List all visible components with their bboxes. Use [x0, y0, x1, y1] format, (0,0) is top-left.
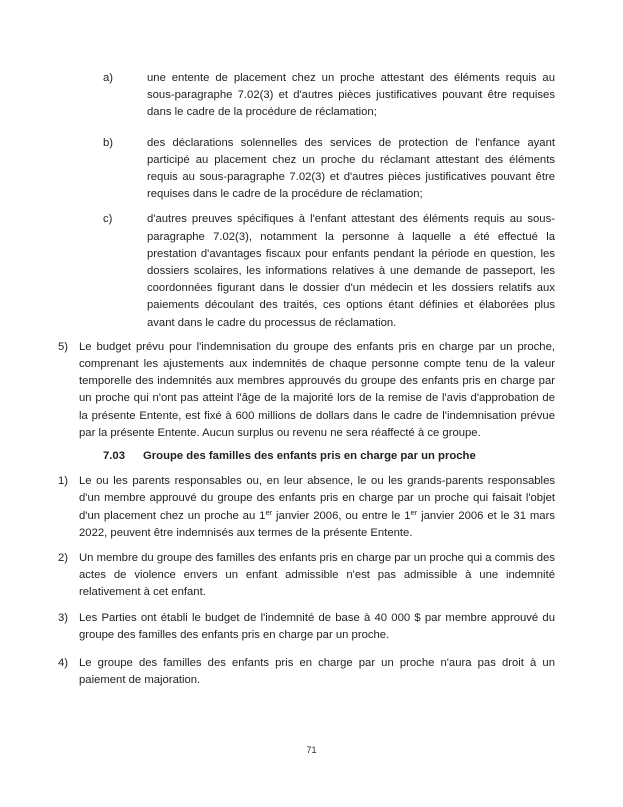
item-text: Le budget prévu pour l'indemnisation du groupe des enfants pris en charge par un proche, comprenant les ajustements aux indemnités de chaque personne compte tenu de la valeur temporelle des indemnités aux membres approuvés du groupe des enfants pris en charge par un proche qui n'ont pas atteint l'âge de la majorité lors de la remise de l'avis d'approbation de la présente Entente, est fixé à 600 millions de dollars dans le cadre de l'indemnisation prévue par la présente Entente. Aucun surplus ou revenu ne sera réaffecté à ce groupe.: [79, 340, 555, 439]
item-label: 4): [58, 657, 69, 670]
text-run: Le ou les parents responsables ou, en leur absence, le ou les grands-parents responsables d'un membre approuvé du groupe des enfants pris en charge par un proche qui faisait l'objet d'un placement chez un proche au 1: [79, 475, 555, 522]
item-label: 5): [58, 340, 69, 353]
item-label: 3): [58, 611, 69, 624]
page-number: 71: [306, 745, 317, 755]
item-label: a): [103, 72, 114, 84]
section-number: 7.03: [103, 450, 125, 463]
section-heading: [103, 448, 555, 465]
section-title: Groupe des familles des enfants pris en charge par un proche: [143, 450, 476, 463]
item-text: d'autres preuves spécifiques à l'enfant attestant des éléments requis au sous-paragraphe 7.02(3), notamment la personne à laquelle a été effectué la prestation d'avantages fiscaux pour enfants pendant la période en question, les dossiers scolaires, les informations relatives à une demande de passeport, les coordonnées figurant dans le dossier d'un médecin et les dossiers relatifs aux paiements découlant des traités, ces options étant définies et élaborées plus avant dans le cadre du processus de réclamation.: [147, 213, 555, 329]
list-item-5: [58, 339, 555, 442]
list-item-b: [103, 135, 555, 204]
item-text: une entente de placement chez un proche attestant des éléments requis au sous-paragraphe 7.02(3) et d'autres pièces justificatives pouvant être requises dans le cadre de la procédure de réclamation;: [147, 72, 555, 119]
list-item-4: [58, 655, 555, 689]
item-label: c): [103, 213, 113, 226]
item-text: Un membre du groupe des familles des enfants pris en charge par un proche qui a commis des actes de violence envers un enfant admissible n'est pas admissible à une indemnité relativement à cet enfant.: [79, 552, 555, 599]
item-text: Le groupe des familles des enfants pris en charge par un proche n'aura pas droit à un paiement de majoration.: [79, 657, 555, 687]
superscript-ordinal: er: [265, 508, 273, 518]
item-label: b): [103, 136, 114, 149]
list-item-a: [103, 70, 555, 122]
list-item-c: [103, 211, 555, 331]
text-run: janvier 2006, ou entre le 1: [272, 509, 411, 522]
list-item-3: [58, 610, 555, 644]
item-label: 2): [58, 552, 69, 565]
text-run: janvier 2006 et le 31 mars 2022, peuvent être indemnisés aux termes de la présente Entente.: [79, 509, 555, 539]
item-label: 1): [58, 475, 69, 488]
superscript-ordinal: er: [410, 508, 418, 518]
list-item-1: [58, 473, 555, 542]
item-text: Les Parties ont établi le budget de l'indemnité de base à 40 000 $ par membre approuvé du groupe des familles des enfants pris en charge par un proche.: [79, 611, 555, 641]
item-text: [79, 473, 555, 542]
item-text: des déclarations solennelles des services de protection de l'enfance ayant participé au placement chez un proche du réclamant attestant des éléments requis au sous-paragraphe 7.02(3) et d'autres pièces justificatives pouvant être requises dans le cadre de la procédure de réclamation;: [147, 136, 555, 201]
list-item-2: [58, 550, 555, 602]
